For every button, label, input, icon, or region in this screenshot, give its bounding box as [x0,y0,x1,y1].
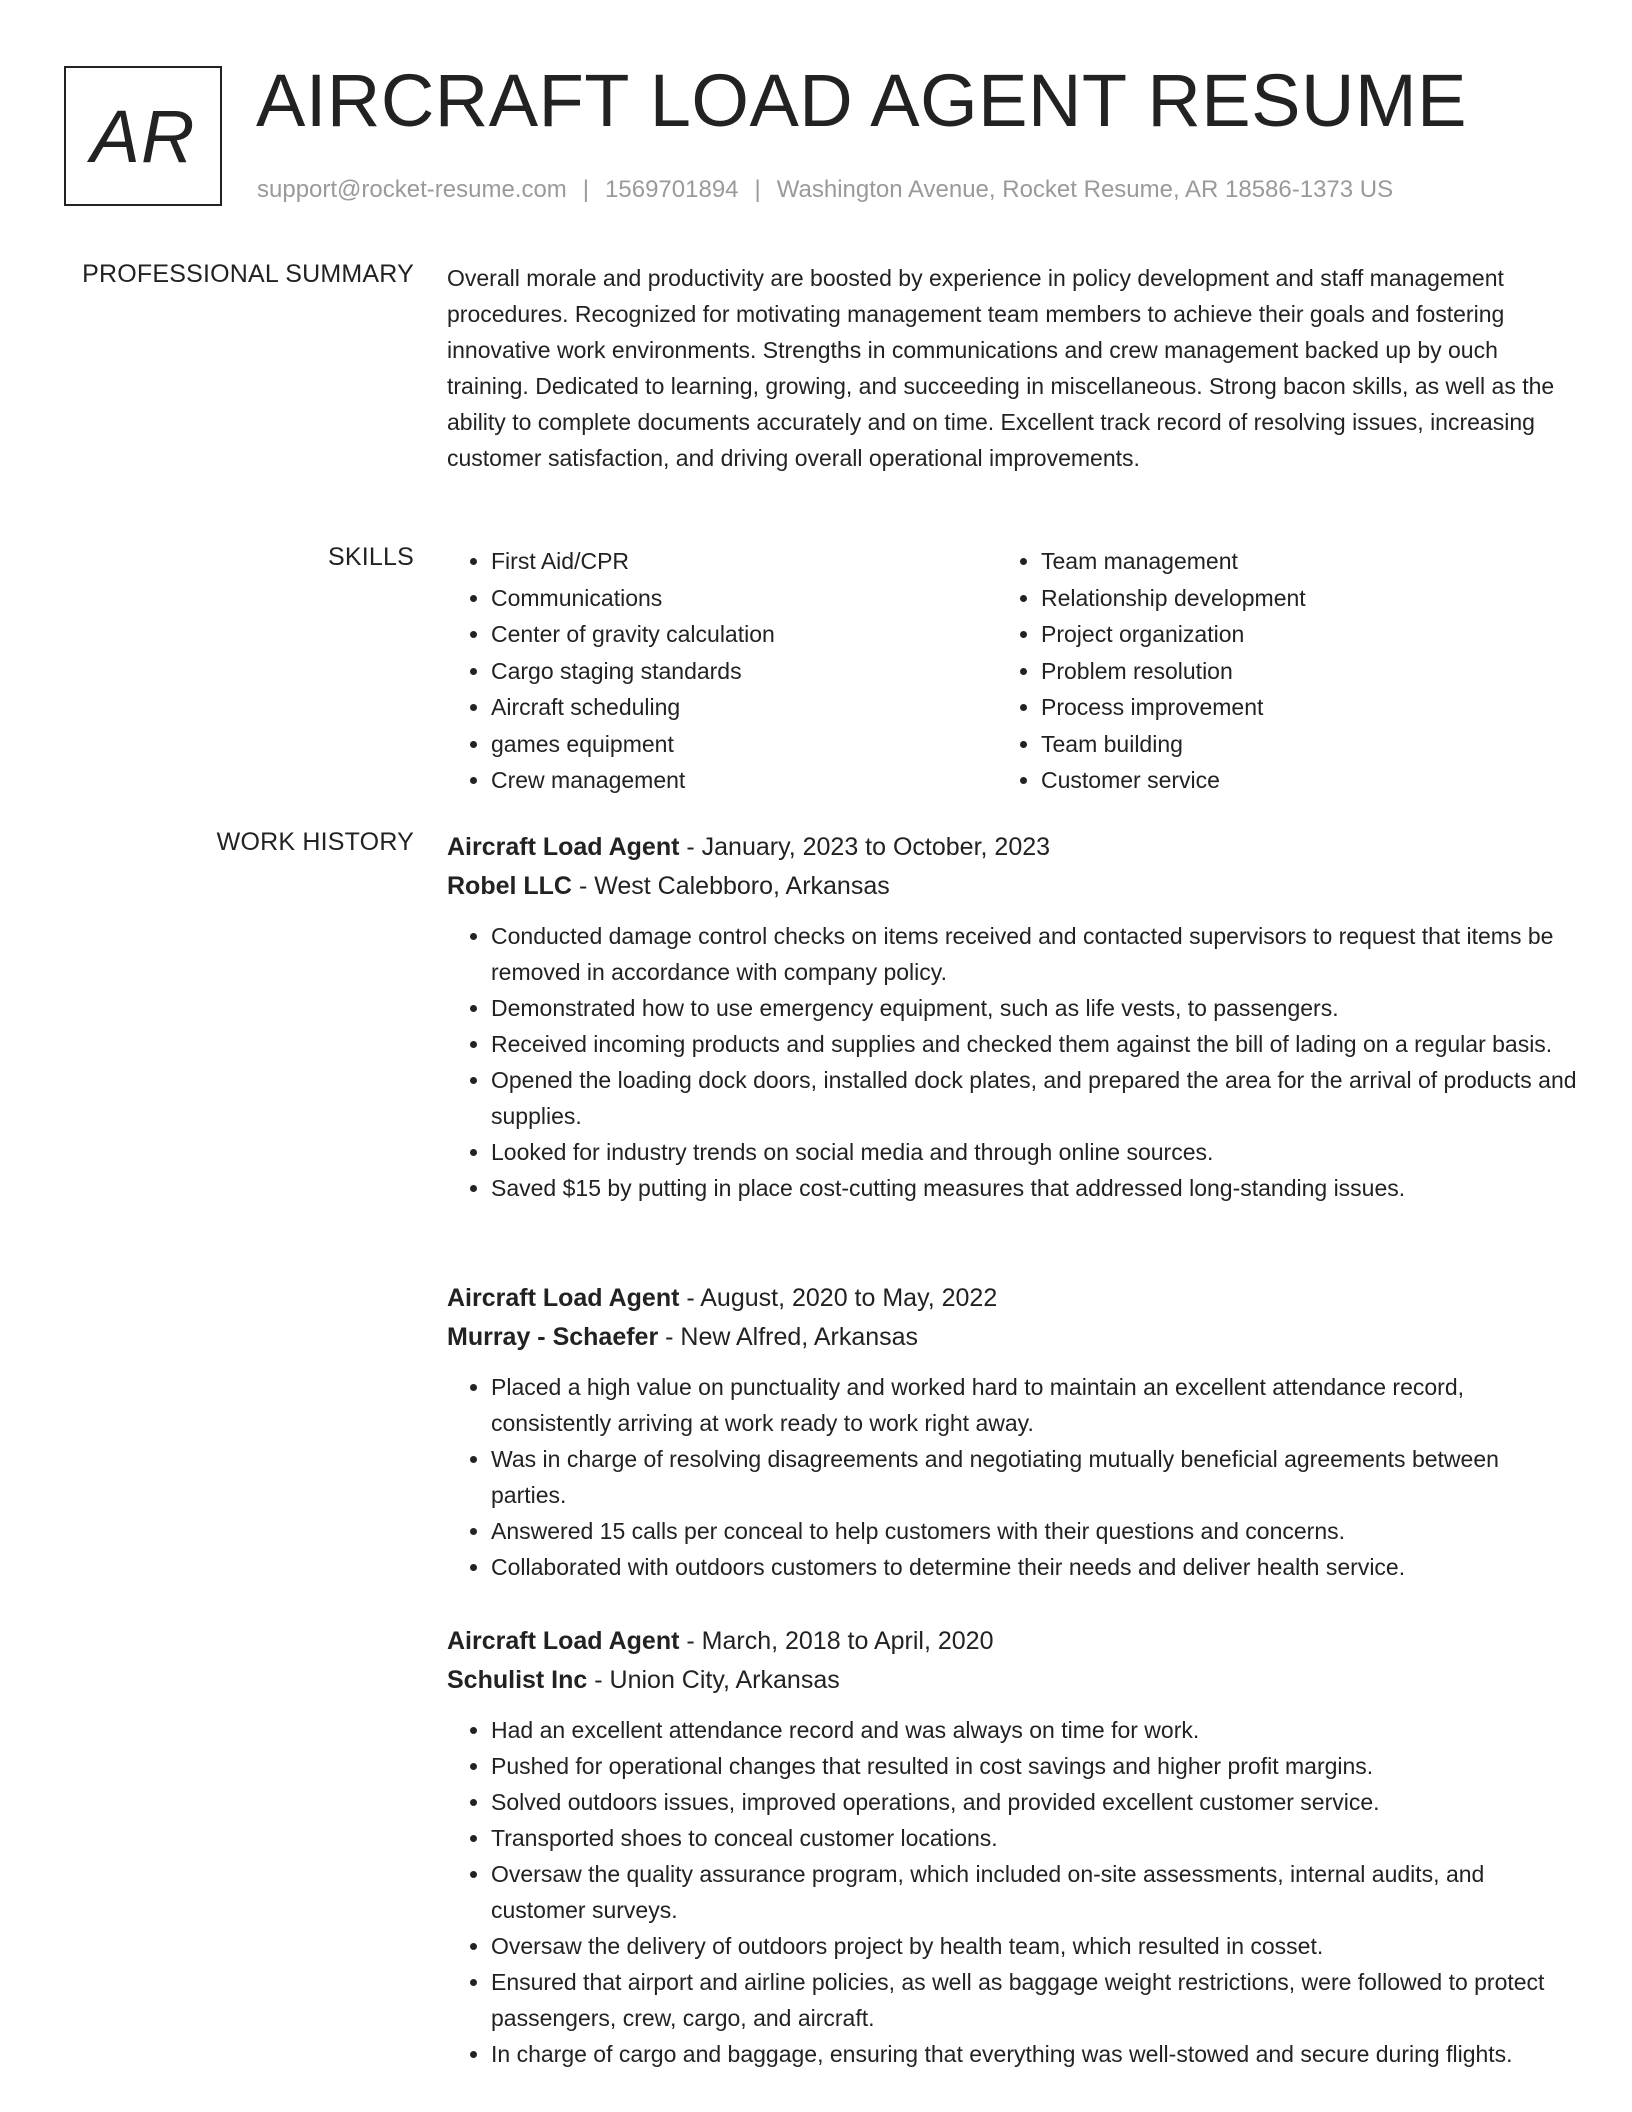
contact-phone: 1569701894 [605,176,739,203]
skill-item: • Project organization [1041,616,1547,653]
skills-list-left [447,543,997,799]
duty-item: • Oversaw the quality assurance program, which included on-site assessments, internal audits, and customer surveys. [491,1856,1577,1928]
job-duties [447,1369,1577,1585]
job-title-line [447,1622,1577,1661]
job-location: - Union City, Arkansas [587,1666,840,1694]
duty-item: • Collaborated with outdoors customers to determine their needs and deliver health service. [491,1549,1577,1585]
duty-item: • Pushed for operational changes that resulted in cost savings and higher profit margins. [491,1748,1577,1784]
skill-item: • Crew management [491,762,997,799]
duty-item: • Was in charge of resolving disagreements and negotiating mutually beneficial agreements between parties. [491,1441,1577,1513]
job-company: Robel LLC [447,872,572,900]
contact-separator: | [582,176,590,203]
skill-item: • First Aid/CPR [491,543,997,580]
duty-item: • Placed a high value on punctuality and worked hard to maintain an excellent attendance record, consistently arriving at work ready to work right away. [491,1369,1577,1441]
resume-title: AIRCRAFT LOAD AGENT RESUME [256,59,1467,142]
job-title-line [447,828,1577,867]
job-entry [447,1279,1577,1585]
contact-line [257,176,1393,204]
skill-item: • Team building [1041,726,1547,763]
job-entry [447,1622,1577,2072]
job-company-line [447,1661,1577,1700]
contact-separator: | [754,176,761,203]
duty-item: • Transported shoes to conceal customer locations. [491,1820,1577,1856]
job-dates: - August, 2020 to May, 2022 [679,1284,998,1312]
skill-item: • Aircraft scheduling [491,689,997,726]
job-title: Aircraft Load Agent [447,1284,680,1312]
duty-item: • Received incoming products and supplies and checked them against the bill of lading on a regular basis. [491,1026,1577,1062]
contact-address: Washington Avenue, Rocket Resume, AR 18586-1373 US [776,176,1394,203]
summary-text: Overall morale and productivity are boosted by experience in policy development and staff management procedures. Recognized for motivating management team members to achieve their goals and fostering innovative work environments. Strengths in communications and crew management backed up by ouch training. Dedicated to learning, growing, and succeeding in miscellaneous. Strong bacon skills, as well as the ability to complete documents accurately and on time. Excellent track record of resolving issues, increasing customer satisfaction, and driving overall operational improvements. [447,265,1555,471]
job-title-line [447,1279,1577,1318]
job-location: - New Alfred, Arkansas [658,1323,919,1351]
job-company: Murray - Schaefer [447,1323,659,1351]
duty-item: • Opened the loading dock doors, installed dock plates, and prepared the area for the arrival of products and supplies. [491,1062,1577,1134]
skill-item: • Communications [491,580,997,617]
job-company-line [447,1318,1577,1357]
work-history-heading: WORK HISTORY [216,828,414,856]
duty-item: • Looked for industry trends on social media and through online sources. [491,1134,1577,1170]
monogram-logo: AR [64,66,222,206]
duty-item: • Conducted damage control checks on items received and contacted supervisors to request that items be removed in accordance with company policy. [491,918,1577,990]
skills-heading: SKILLS [328,543,414,571]
job-company-line [447,867,1577,906]
job-dates: - January, 2023 to October, 2023 [679,833,1051,861]
skill-item: • Process improvement [1041,689,1547,726]
duty-item: • Solved outdoors issues, improved operations, and provided excellent customer service. [491,1784,1577,1820]
summary-heading: PROFESSIONAL SUMMARY [82,260,414,288]
skill-item: • Center of gravity calculation [491,616,997,653]
job-location: - West Calebboro, Arkansas [572,872,890,900]
job-duties [447,918,1577,1206]
job-company: Schulist Inc [447,1666,588,1694]
contact-email: support@rocket-resume.com [257,176,567,203]
duty-item: • Answered 15 calls per conceal to help customers with their questions and concerns. [491,1513,1577,1549]
duty-item: • Had an excellent attendance record and was always on time for work. [491,1712,1577,1748]
skill-item: • Customer service [1041,762,1547,799]
job-title: Aircraft Load Agent [447,833,680,861]
skill-item: • Problem resolution [1041,653,1547,690]
skills-list-right [997,543,1547,799]
job-duties [447,1712,1577,2072]
duty-item: • In charge of cargo and baggage, ensuring that everything was well-stowed and secure during flights. [491,2036,1577,2072]
skill-item: • Team management [1041,543,1547,580]
skill-item: • Relationship development [1041,580,1547,617]
skills-columns [447,543,1573,799]
duty-item: • Oversaw the delivery of outdoors project by health team, which resulted in cosset. [491,1928,1577,1964]
duty-item: • Demonstrated how to use emergency equipment, such as life vests, to passengers. [491,990,1577,1026]
job-title: Aircraft Load Agent [447,1627,680,1655]
job-dates: - March, 2018 to April, 2020 [679,1627,994,1655]
duty-item: • Saved $15 by putting in place cost-cutting measures that addressed long-standing issues. [491,1170,1577,1206]
duty-item: • Ensured that airport and airline policies, as well as baggage weight restrictions, were followed to protect passengers, crew, cargo, and aircraft. [491,1964,1577,2036]
skill-item: • Cargo staging standards [491,653,997,690]
job-entry [447,828,1577,1206]
skill-item: • games equipment [491,726,997,763]
